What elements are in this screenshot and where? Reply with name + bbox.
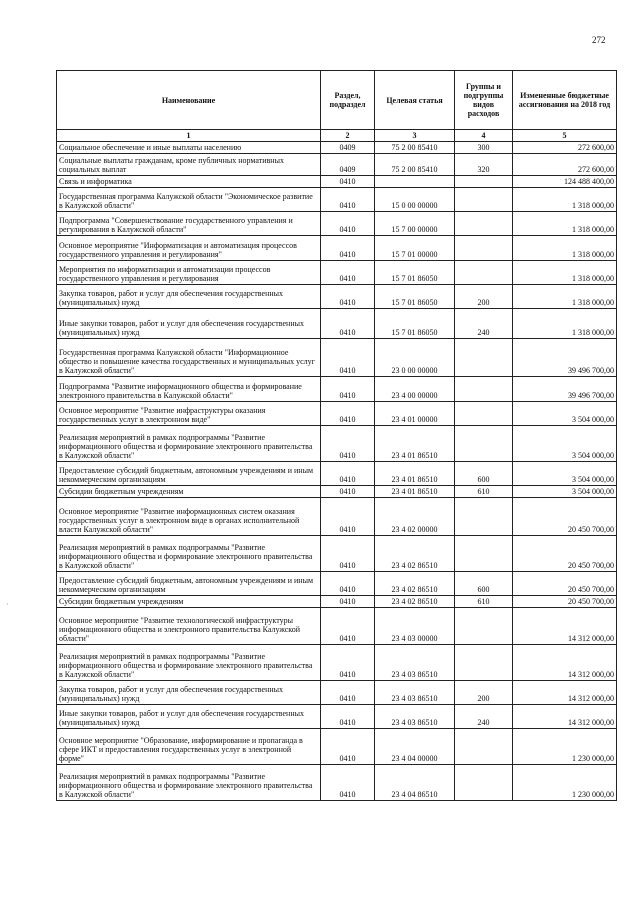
row-amount-cell: 1 318 000,00 [513,188,617,212]
row-amount-cell: 272 600,00 [513,154,617,176]
row-name-cell: Социальное обеспечение и иные выплаты населению [57,142,321,154]
column-number: 4 [455,130,513,142]
row-section-cell: 0410 [321,645,375,681]
table-row [57,681,617,705]
row-group-cell: 240 [455,705,513,729]
column-number: 3 [375,130,455,142]
row-section-cell: 0410 [321,572,375,596]
table-row [57,645,617,681]
row-group-cell [455,608,513,645]
margin-mark: · [6,600,9,609]
row-group-cell: 240 [455,309,513,339]
row-name-cell: Субсидии бюджетным учреждениям [57,596,321,608]
row-amount-cell: 14 312 000,00 [513,705,617,729]
row-amount-cell: 1 318 000,00 [513,212,617,236]
row-group-cell [455,212,513,236]
row-amount-cell: 1 230 000,00 [513,765,617,801]
row-section-cell: 0410 [321,596,375,608]
table-row [57,608,617,645]
table-row [57,261,617,285]
header-amount: Измененные бюджетные ассигнования на 2018 год [513,71,617,130]
table-row [57,498,617,536]
row-target-cell: 15 7 01 86050 [375,309,455,339]
row-group-cell: 200 [455,285,513,309]
row-name-cell: Государственная программа Калужской области "Экономическое развитие в Калужской области" [57,188,321,212]
table-row [57,426,617,462]
row-group-cell [455,188,513,212]
table-row [57,212,617,236]
table-row [57,188,617,212]
row-group-cell: 610 [455,486,513,498]
row-section-cell: 0410 [321,261,375,285]
row-name-cell: Основное мероприятие "Информатизация и автоматизация процессов государственного управления и регулирования" [57,236,321,261]
row-amount-cell: 14 312 000,00 [513,645,617,681]
row-target-cell: 15 7 01 00000 [375,236,455,261]
row-section-cell: 0410 [321,236,375,261]
row-target-cell: 23 4 04 00000 [375,729,455,765]
table-body [57,142,617,801]
row-name-cell: Субсидии бюджетным учреждениям [57,486,321,498]
row-group-cell: 610 [455,596,513,608]
header-section: Раздел, подраздел [321,71,375,130]
row-target-cell: 23 4 01 86510 [375,486,455,498]
row-section-cell: 0410 [321,377,375,402]
row-target-cell: 23 4 02 86510 [375,536,455,572]
row-amount-cell: 1 318 000,00 [513,261,617,285]
table-row [57,285,617,309]
table-row [57,572,617,596]
row-target-cell: 75 2 00 85410 [375,142,455,154]
row-name-cell: Основное мероприятие "Образование, информирование и пропаганда в сфере ИКТ и предоставления государственных услуг в электронной форме" [57,729,321,765]
row-amount-cell: 3 504 000,00 [513,426,617,462]
row-target-cell: 23 4 02 86510 [375,596,455,608]
table-row [57,309,617,339]
row-amount-cell: 272 600,00 [513,142,617,154]
row-target-cell: 23 0 00 00000 [375,339,455,377]
row-target-cell [375,176,455,188]
row-section-cell: 0409 [321,142,375,154]
row-group-cell [455,645,513,681]
row-section-cell: 0410 [321,426,375,462]
row-amount-cell: 1 318 000,00 [513,236,617,261]
row-group-cell [455,339,513,377]
row-name-cell: Закупка товаров, работ и услуг для обеспечения государственных (муниципальных) нужд [57,285,321,309]
row-group-cell [455,498,513,536]
row-amount-cell: 14 312 000,00 [513,608,617,645]
row-amount-cell: 3 504 000,00 [513,486,617,498]
row-section-cell: 0410 [321,765,375,801]
row-section-cell: 0410 [321,212,375,236]
row-amount-cell: 1 318 000,00 [513,285,617,309]
row-amount-cell: 1 230 000,00 [513,729,617,765]
row-target-cell: 23 4 02 86510 [375,572,455,596]
header-row [57,71,617,130]
row-amount-cell: 20 450 700,00 [513,596,617,608]
column-number: 2 [321,130,375,142]
row-name-cell: Мероприятия по информатизации и автоматизации процессов государственного управления и регулирования [57,261,321,285]
row-section-cell: 0410 [321,498,375,536]
row-name-cell: Государственная программа Калужской области "Информационное общество и повышение качества государственных и муниципальных услуг в Калужской области" [57,339,321,377]
row-section-cell: 0410 [321,486,375,498]
row-section-cell: 0410 [321,309,375,339]
table-row [57,486,617,498]
table-row [57,729,617,765]
row-name-cell: Реализация мероприятий в рамках подпрограммы "Развитие информационного общества и формирование электронного правительства в Калужской области" [57,645,321,681]
row-amount-cell: 39 496 700,00 [513,339,617,377]
row-name-cell: Подпрограмма "Совершенствование государственного управления и регулирования в Калужской области" [57,212,321,236]
table-row [57,705,617,729]
table-row [57,142,617,154]
row-group-cell: 600 [455,572,513,596]
row-amount-cell: 14 312 000,00 [513,681,617,705]
row-section-cell: 0410 [321,176,375,188]
row-amount-cell: 20 450 700,00 [513,536,617,572]
row-name-cell: Реализация мероприятий в рамках подпрограммы "Развитие информационного общества и формирование электронного правительства в Калужской области" [57,426,321,462]
header-target: Целевая статья [375,71,455,130]
column-number: 5 [513,130,617,142]
row-name-cell: Иные закупки товаров, работ и услуг для обеспечения государственных (муниципальных) нужд [57,309,321,339]
row-group-cell: 600 [455,462,513,486]
row-name-cell: Основное мероприятие "Развитие информационных систем оказания государственных услуг в электронном виде в органах исполнительной власти Калужской области" [57,498,321,536]
row-name-cell: Основное мероприятие "Развитие инфраструктуры оказания государственных услуг в электронном виде" [57,402,321,426]
table-row [57,402,617,426]
row-group-cell [455,402,513,426]
row-amount-cell: 39 496 700,00 [513,377,617,402]
table-row [57,536,617,572]
row-group-cell [455,536,513,572]
row-name-cell: Социальные выплаты гражданам, кроме публичных нормативных социальных выплат [57,154,321,176]
row-section-cell: 0410 [321,339,375,377]
budget-table [56,70,617,801]
row-group-cell [455,236,513,261]
row-name-cell: Закупка товаров, работ и услуг для обеспечения государственных (муниципальных) нужд [57,681,321,705]
row-target-cell: 23 4 03 00000 [375,608,455,645]
row-target-cell: 15 7 00 00000 [375,212,455,236]
header-name: Наименование [57,71,321,130]
table-row [57,339,617,377]
row-target-cell: 23 4 01 86510 [375,462,455,486]
row-name-cell: Связь и информатика [57,176,321,188]
row-section-cell: 0410 [321,402,375,426]
row-amount-cell: 124 488 400,00 [513,176,617,188]
row-name-cell: Основное мероприятие "Развитие технологической инфраструктуры информационного общества и электронного правительства Калужской области" [57,608,321,645]
row-target-cell: 23 4 01 86510 [375,426,455,462]
header-groups: Группы и подгруппы видов расходов [455,71,513,130]
row-target-cell: 23 4 00 00000 [375,377,455,402]
page-number: 272 [592,35,606,45]
column-number-row [57,130,617,142]
row-group-cell: 200 [455,681,513,705]
row-target-cell: 23 4 03 86510 [375,681,455,705]
row-name-cell: Подпрограмма "Развитие информационного общества и формирование электронного правительства в Калужской области" [57,377,321,402]
row-target-cell: 15 0 00 00000 [375,188,455,212]
row-target-cell: 15 7 01 86050 [375,285,455,309]
row-section-cell: 0410 [321,608,375,645]
row-group-cell [455,765,513,801]
row-target-cell: 23 4 04 86510 [375,765,455,801]
row-section-cell: 0410 [321,462,375,486]
table-row [57,765,617,801]
row-name-cell: Реализация мероприятий в рамках подпрограммы "Развитие информационного общества и формирование электронного правительства в Калужской области" [57,765,321,801]
row-amount-cell: 20 450 700,00 [513,498,617,536]
row-name-cell: Предоставление субсидий бюджетным, автономным учреждениям и иным некоммерческим организациям [57,572,321,596]
row-section-cell: 0410 [321,536,375,572]
row-section-cell: 0410 [321,188,375,212]
row-target-cell: 15 7 01 86050 [375,261,455,285]
row-target-cell: 23 4 02 00000 [375,498,455,536]
row-group-cell: 300 [455,142,513,154]
row-target-cell: 23 4 03 86510 [375,645,455,681]
row-group-cell [455,426,513,462]
row-group-cell [455,729,513,765]
table-row [57,596,617,608]
row-group-cell [455,176,513,188]
row-amount-cell: 3 504 000,00 [513,402,617,426]
table-row [57,462,617,486]
row-section-cell: 0410 [321,729,375,765]
row-section-cell: 0410 [321,705,375,729]
row-target-cell: 75 2 00 85410 [375,154,455,176]
row-section-cell: 0410 [321,285,375,309]
row-target-cell: 23 4 03 86510 [375,705,455,729]
row-section-cell: 0409 [321,154,375,176]
table-row [57,236,617,261]
row-group-cell: 320 [455,154,513,176]
column-number: 1 [57,130,321,142]
row-amount-cell: 1 318 000,00 [513,309,617,339]
row-group-cell [455,261,513,285]
row-amount-cell: 20 450 700,00 [513,572,617,596]
table-row [57,176,617,188]
row-name-cell: Реализация мероприятий в рамках подпрограммы "Развитие информационного общества и формирование электронного правительства в Калужской области" [57,536,321,572]
row-name-cell: Предоставление субсидий бюджетным, автономным учреждениям и иным некоммерческим организациям [57,462,321,486]
row-amount-cell: 3 504 000,00 [513,462,617,486]
row-target-cell: 23 4 01 00000 [375,402,455,426]
row-group-cell [455,377,513,402]
table-row [57,154,617,176]
row-name-cell: Иные закупки товаров, работ и услуг для обеспечения государственных (муниципальных) нужд [57,705,321,729]
table-row [57,377,617,402]
row-section-cell: 0410 [321,681,375,705]
